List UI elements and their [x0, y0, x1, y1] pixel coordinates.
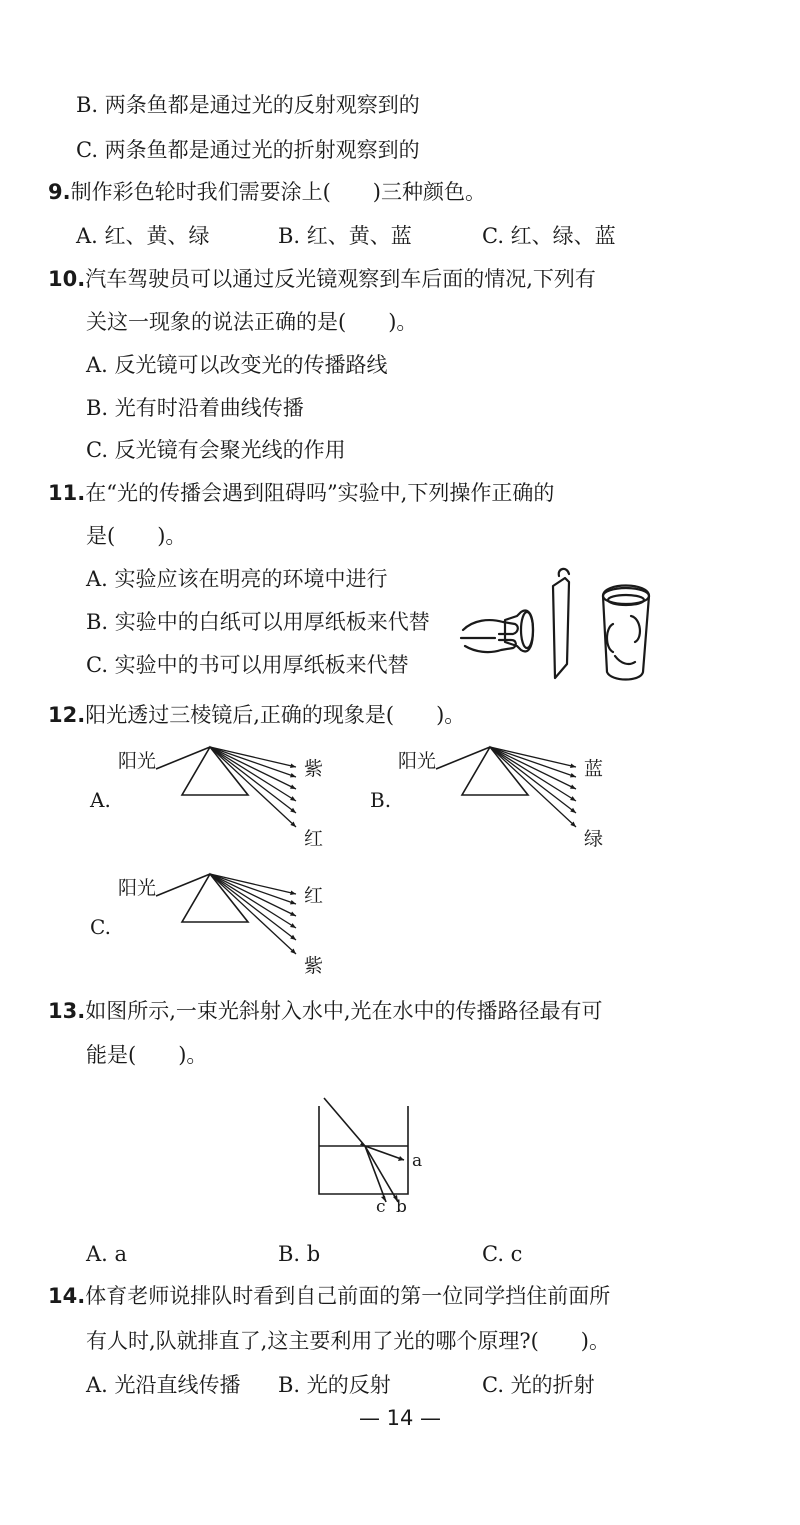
q12-dispersed-ray: [490, 747, 576, 827]
q12-bottom-color-label: 绿: [584, 828, 604, 850]
incident-ray: [324, 1098, 365, 1146]
q9-number: 9.: [48, 180, 71, 204]
q12-dispersed-ray: [210, 874, 296, 928]
q13-refraction-figure: [300, 1098, 440, 1218]
q13-stem-text: 如图所示,一束光斜射入水中,光在水中的传播路径最有可: [85, 999, 603, 1023]
ray-a: [365, 1146, 404, 1160]
q9-option-a: A. 红、黄、绿: [76, 224, 210, 248]
q12-sunlight-label: 阳光: [398, 750, 437, 772]
ray-a-label: a: [412, 1151, 423, 1171]
q12-bottom-color-label: 紫: [304, 955, 324, 977]
q14-option-a: A. 光沿直线传播: [86, 1373, 241, 1397]
q12-top-color-label: 红: [304, 885, 324, 907]
q13-option-c: C. c: [482, 1242, 523, 1266]
q12-option-label: B.: [370, 788, 392, 812]
q12-ray-arrowhead: [570, 773, 576, 777]
q9-option-b: B. 红、黄、蓝: [278, 224, 412, 248]
q11-stem-text: 在“光的传播会遇到阻碍吗”实验中,下列操作正确的: [85, 481, 555, 505]
q12-dispersed-ray: [210, 747, 296, 801]
q12-dispersed-ray: [210, 874, 296, 904]
q12-ray-arrowhead: [290, 900, 296, 904]
q12-dispersed-ray: [490, 747, 576, 801]
q10-stem-text: 汽车驾驶员可以通过反光镜观察到车后面的情况,下列有: [85, 267, 596, 291]
q12-option-label: A.: [90, 788, 111, 812]
ray-b-label: b: [396, 1197, 407, 1217]
q11-stem-line2: 是( )。: [86, 524, 187, 548]
q12-dispersed-ray: [490, 747, 576, 777]
page-number: — 14 —: [358, 1406, 442, 1430]
q13-option-b: B. b: [278, 1242, 321, 1266]
q12-number: 12.: [48, 703, 86, 727]
q12-dispersed-ray: [210, 747, 296, 777]
q12-incident-ray: [156, 874, 210, 896]
q12-bottom-color-label: 红: [304, 828, 324, 850]
q14-stem-line2: 有人时,队就排直了,这主要利用了光的哪个原理?( )。: [86, 1329, 610, 1353]
q12-sunlight-label: 阳光: [118, 750, 157, 772]
q13-number: 13.: [48, 999, 86, 1023]
q14-number: 14.: [48, 1284, 86, 1308]
q14-stem-line1: [48, 1281, 610, 1311]
q12-dispersed-ray: [210, 747, 296, 827]
q11-number: 11.: [48, 481, 86, 505]
q13-stem-line2: 能是( )。: [86, 1043, 208, 1067]
q8-option-c: C. 两条鱼都是通过光的折射观察到的: [76, 138, 420, 162]
q12-dispersed-ray: [210, 747, 296, 789]
q10-stem-line2: 关这一现象的说法正确的是( )。: [86, 310, 418, 334]
q11-option-a: A. 实验应该在明亮的环境中进行: [86, 567, 388, 591]
q12-top-color-label: 蓝: [584, 758, 604, 780]
q12-dispersed-ray: [210, 874, 296, 916]
q9-option-c: C. 红、绿、蓝: [482, 224, 616, 248]
q12-dispersed-ray: [210, 874, 296, 954]
q14-option-b: B. 光的反射: [278, 1373, 391, 1397]
q14-option-c: C. 光的折射: [482, 1373, 595, 1397]
q10-number: 10.: [48, 267, 86, 291]
q11-option-c: C. 实验中的书可以用厚纸板来代替: [86, 653, 409, 677]
q12-top-color-label: 紫: [304, 758, 324, 780]
ray-c-label: c: [376, 1197, 386, 1217]
q9-stem: 制作彩色轮时我们需要涂上( )三种颜色。: [70, 180, 486, 204]
q12-sunlight-label: 阳光: [118, 877, 157, 899]
q13-option-a: A. a: [86, 1242, 128, 1266]
q12-ray-arrowhead: [290, 773, 296, 777]
q14-stem-text: 体育老师说排队时看到自己前面的第一位同学挡住前面所: [85, 1284, 611, 1308]
q11-option-b: B. 实验中的白纸可以用厚纸板来代替: [86, 610, 430, 634]
q12-incident-ray: [436, 747, 490, 769]
q13-stem-line1: [48, 996, 603, 1026]
q12-incident-ray: [156, 747, 210, 769]
q8-option-b: B. 两条鱼都是通过光的反射观察到的: [76, 93, 420, 117]
q10-option-a: A. 反光镜可以改变光的传播路线: [86, 353, 388, 377]
q10-option-b: B. 光有时沿着曲线传播: [86, 396, 304, 420]
q10-option-c: C. 反光镜有会聚光线的作用: [86, 438, 346, 462]
water-container: [319, 1106, 408, 1194]
q12-dispersed-ray: [490, 747, 576, 789]
q12-option-label: C.: [90, 915, 111, 939]
q12-stem-text: 阳光透过三棱镜后,正确的现象是( )。: [85, 703, 466, 727]
